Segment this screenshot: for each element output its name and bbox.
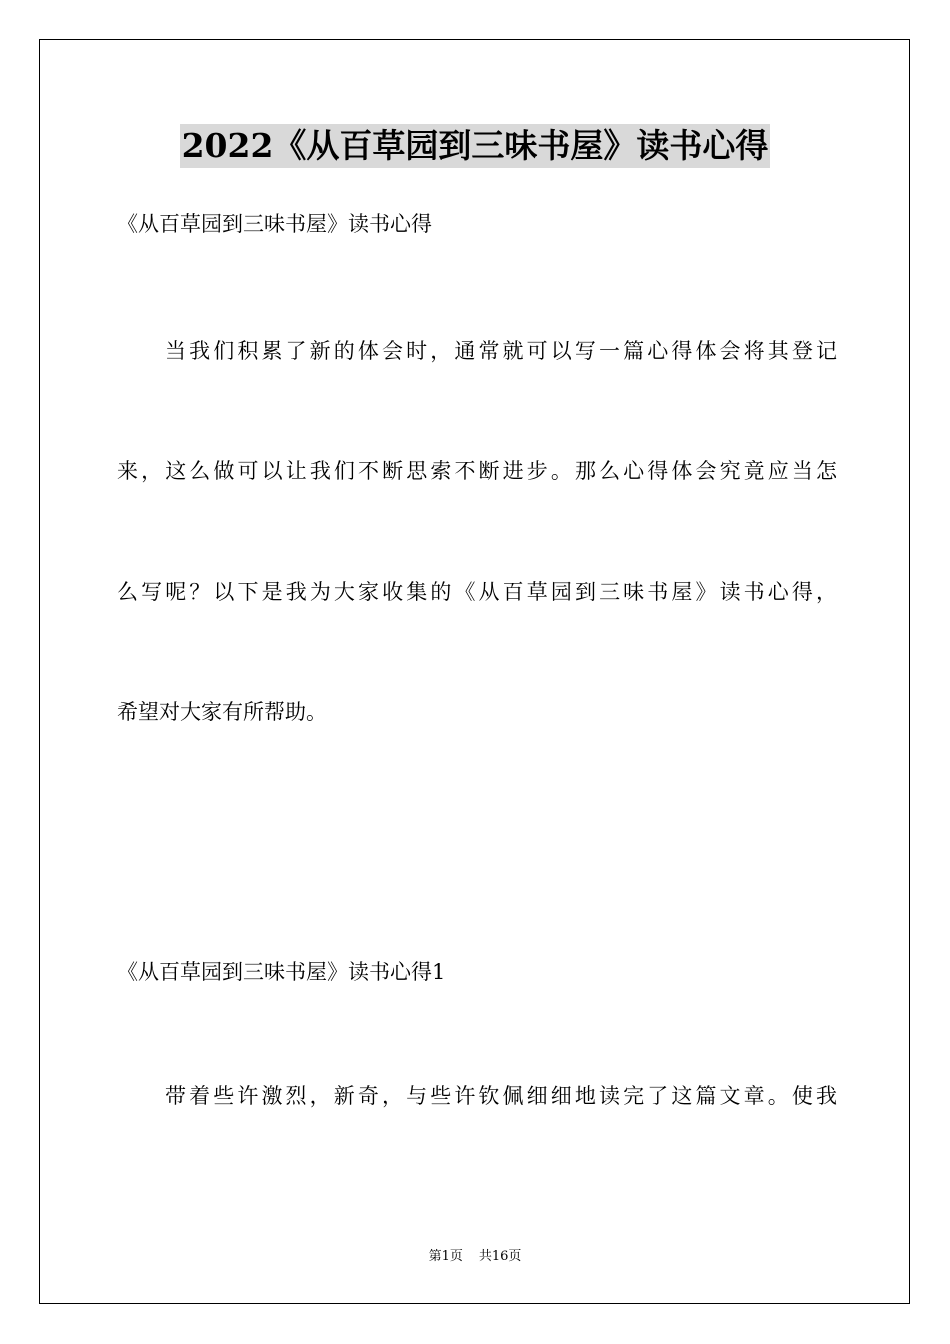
intro-line-1: 当我们积累了新的体会时，通常就可以写一篇心得体会将其登记 [165, 339, 837, 363]
section-paragraph-line-1: 带着些许激烈，新奇，与些许钦佩细细地读完了这篇文章。使我 [165, 1084, 837, 1108]
intro-line-4: 希望对大家有所帮助。 [117, 700, 327, 724]
intro-line-2: 来，这么做可以让我们不断思索不断进步。那么心得体会究竟应当怎 [117, 459, 837, 483]
section-heading: 《从百草园到三味书屋》读书心得1 [117, 960, 446, 984]
page-total: 共16页 [478, 1249, 522, 1264]
document-subtitle: 《从百草园到三味书屋》读书心得 [117, 212, 432, 236]
page-footer [0, 1248, 950, 1266]
document-title [0, 124, 950, 168]
page-number: 第1页 [428, 1249, 463, 1264]
intro-line-3: 么写呢？以下是我为大家收集的《从百草园到三味书屋》读书心得， [117, 580, 837, 604]
document-title-text: 2022《从百草园到三味书屋》读书心得 [180, 124, 771, 168]
